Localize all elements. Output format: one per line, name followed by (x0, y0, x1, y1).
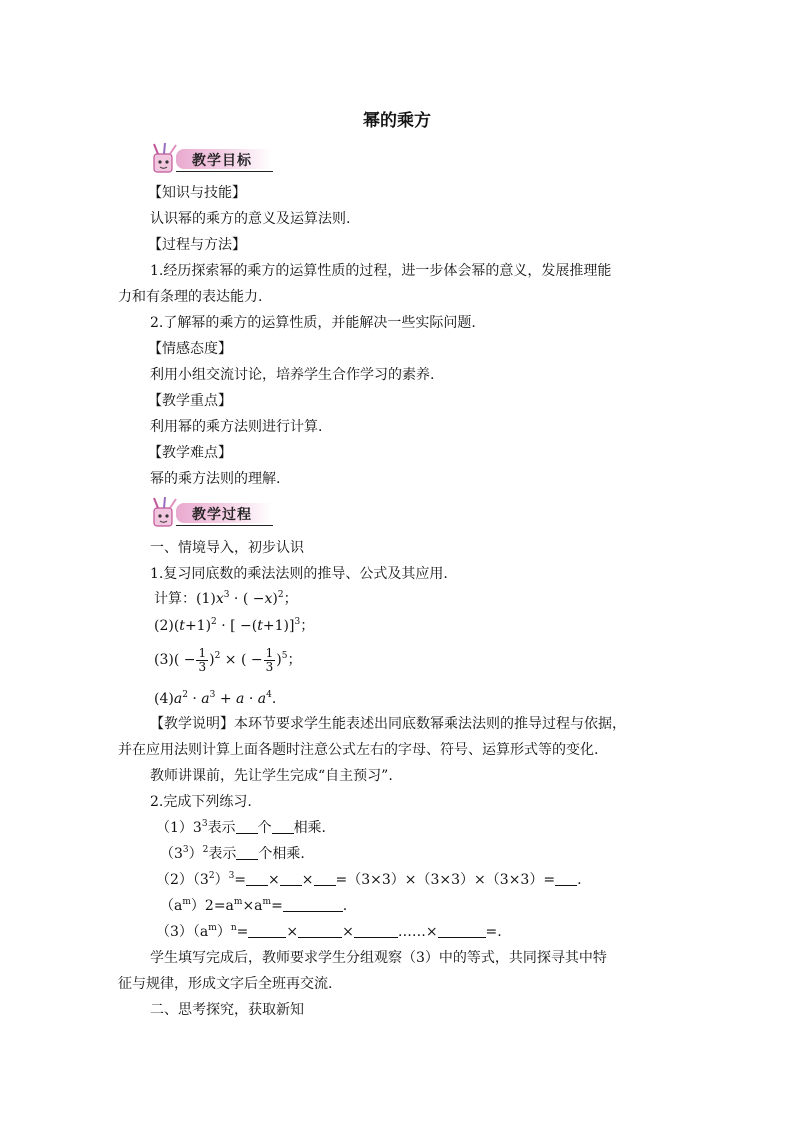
paragraph: 1.复习同底数的乘法法则的推导、公式及其应用. (150, 566, 448, 582)
exercise-3: $(2)(3^2)^3=$ × × =（3×3）×（3×3）×（3×3）= . (156, 871, 582, 888)
paragraph: 【教学说明】本环节要求学生能表述出同底数幂乘法法则的推导过程与依据， (150, 716, 626, 732)
math-line-1: 计算：$(1)x^3$ · ( −x)$^2$； (154, 590, 298, 607)
pencil-cup-mascot-icon (148, 496, 182, 528)
section-badge-goals (148, 142, 273, 174)
exercise-4: $(a^m)2=a^m\times a^m=$ . (160, 897, 348, 914)
paragraph: 幂的乘方法则的理解. (150, 471, 281, 487)
paragraph: 2.完成下列练习. (150, 794, 252, 810)
answer-blank[interactable] (280, 871, 302, 886)
badge-underline (176, 171, 273, 172)
exercise-5: $(3)(a^m)^n=$ × × ……× =. (156, 923, 502, 940)
paragraph: 认识幂的乘方的意义及运算法则. (150, 211, 351, 227)
heading-attitude: 【情感态度】 (148, 341, 232, 357)
badge-banner (176, 149, 271, 169)
math-line-4: $(4)a^2 \cdot a^3 + a \cdot a^4$. (154, 690, 277, 707)
paragraph: 征与规律，形成文字后全班再交流. (118, 976, 333, 992)
paragraph: 力和有条理的表达能力. (118, 289, 263, 305)
paragraph: 教师讲课前，先让学生完成“自主预习”. (150, 768, 393, 784)
badge-underline (176, 525, 273, 526)
heading-difficulty: 【教学难点】 (148, 445, 232, 461)
heading-knowledge: 【知识与技能】 (148, 185, 246, 201)
pencil-cup-mascot-icon (148, 142, 182, 174)
section-heading: 二、思考探究，获取新知 (150, 1002, 304, 1018)
paragraph: 2.了解幂的乘方的运算性质，并能解决一些实际问题. (150, 315, 476, 331)
paragraph: 学生填写完成后，教师要求学生分组观察（3）中的等式，共同探寻其中特 (150, 950, 607, 966)
paragraph: 利用幂的乘方法则进行计算. (150, 419, 323, 435)
section-heading: 一、情境导入，初步认识 (150, 540, 304, 556)
answer-blank[interactable] (248, 923, 286, 938)
calc-label: 计算： (154, 591, 196, 607)
answer-blank[interactable] (236, 819, 258, 834)
heading-method: 【过程与方法】 (148, 237, 246, 253)
answer-blank[interactable] (283, 897, 343, 912)
math-line-2: $(2)(t+1)^2$ · [ −(t+1)]$^3$； (154, 617, 315, 634)
paragraph: 1.经历探索幂的乘方的运算性质的过程，进一步体会幂的意义，发展推理能 (150, 263, 612, 279)
badge-banner (176, 503, 271, 523)
answer-blank[interactable] (246, 871, 268, 886)
paragraph: 利用小组交流讨论，培养学生合作学习的素养. (150, 367, 435, 383)
answer-blank[interactable] (555, 871, 577, 886)
answer-blank[interactable] (272, 819, 294, 834)
answer-blank[interactable] (438, 923, 486, 938)
answer-blank[interactable] (298, 923, 342, 938)
answer-blank[interactable] (236, 845, 258, 860)
exercise-2: $(3^3)^2$表示 个相乘. (160, 845, 305, 862)
math-line-3: (3)( − $\frac{1}{3}$ )$^2$ × ( − $\frac{1}{3}$ )$^5$； (154, 645, 302, 674)
heading-key-point: 【教学重点】 (148, 393, 232, 409)
exercise-1: $(1)3^3$表示 个 相乘. (156, 819, 327, 836)
paragraph: 并在应用法则计算上面各题时注意公式左右的字母、符号、运算形式等的变化. (118, 742, 599, 758)
page-title: 幂的乘方 (363, 111, 431, 131)
badge-label: 教学过程 (192, 507, 252, 523)
section-badge-process (148, 496, 273, 528)
answer-blank[interactable] (354, 923, 398, 938)
answer-blank[interactable] (314, 871, 336, 886)
badge-label: 教学目标 (192, 153, 252, 169)
